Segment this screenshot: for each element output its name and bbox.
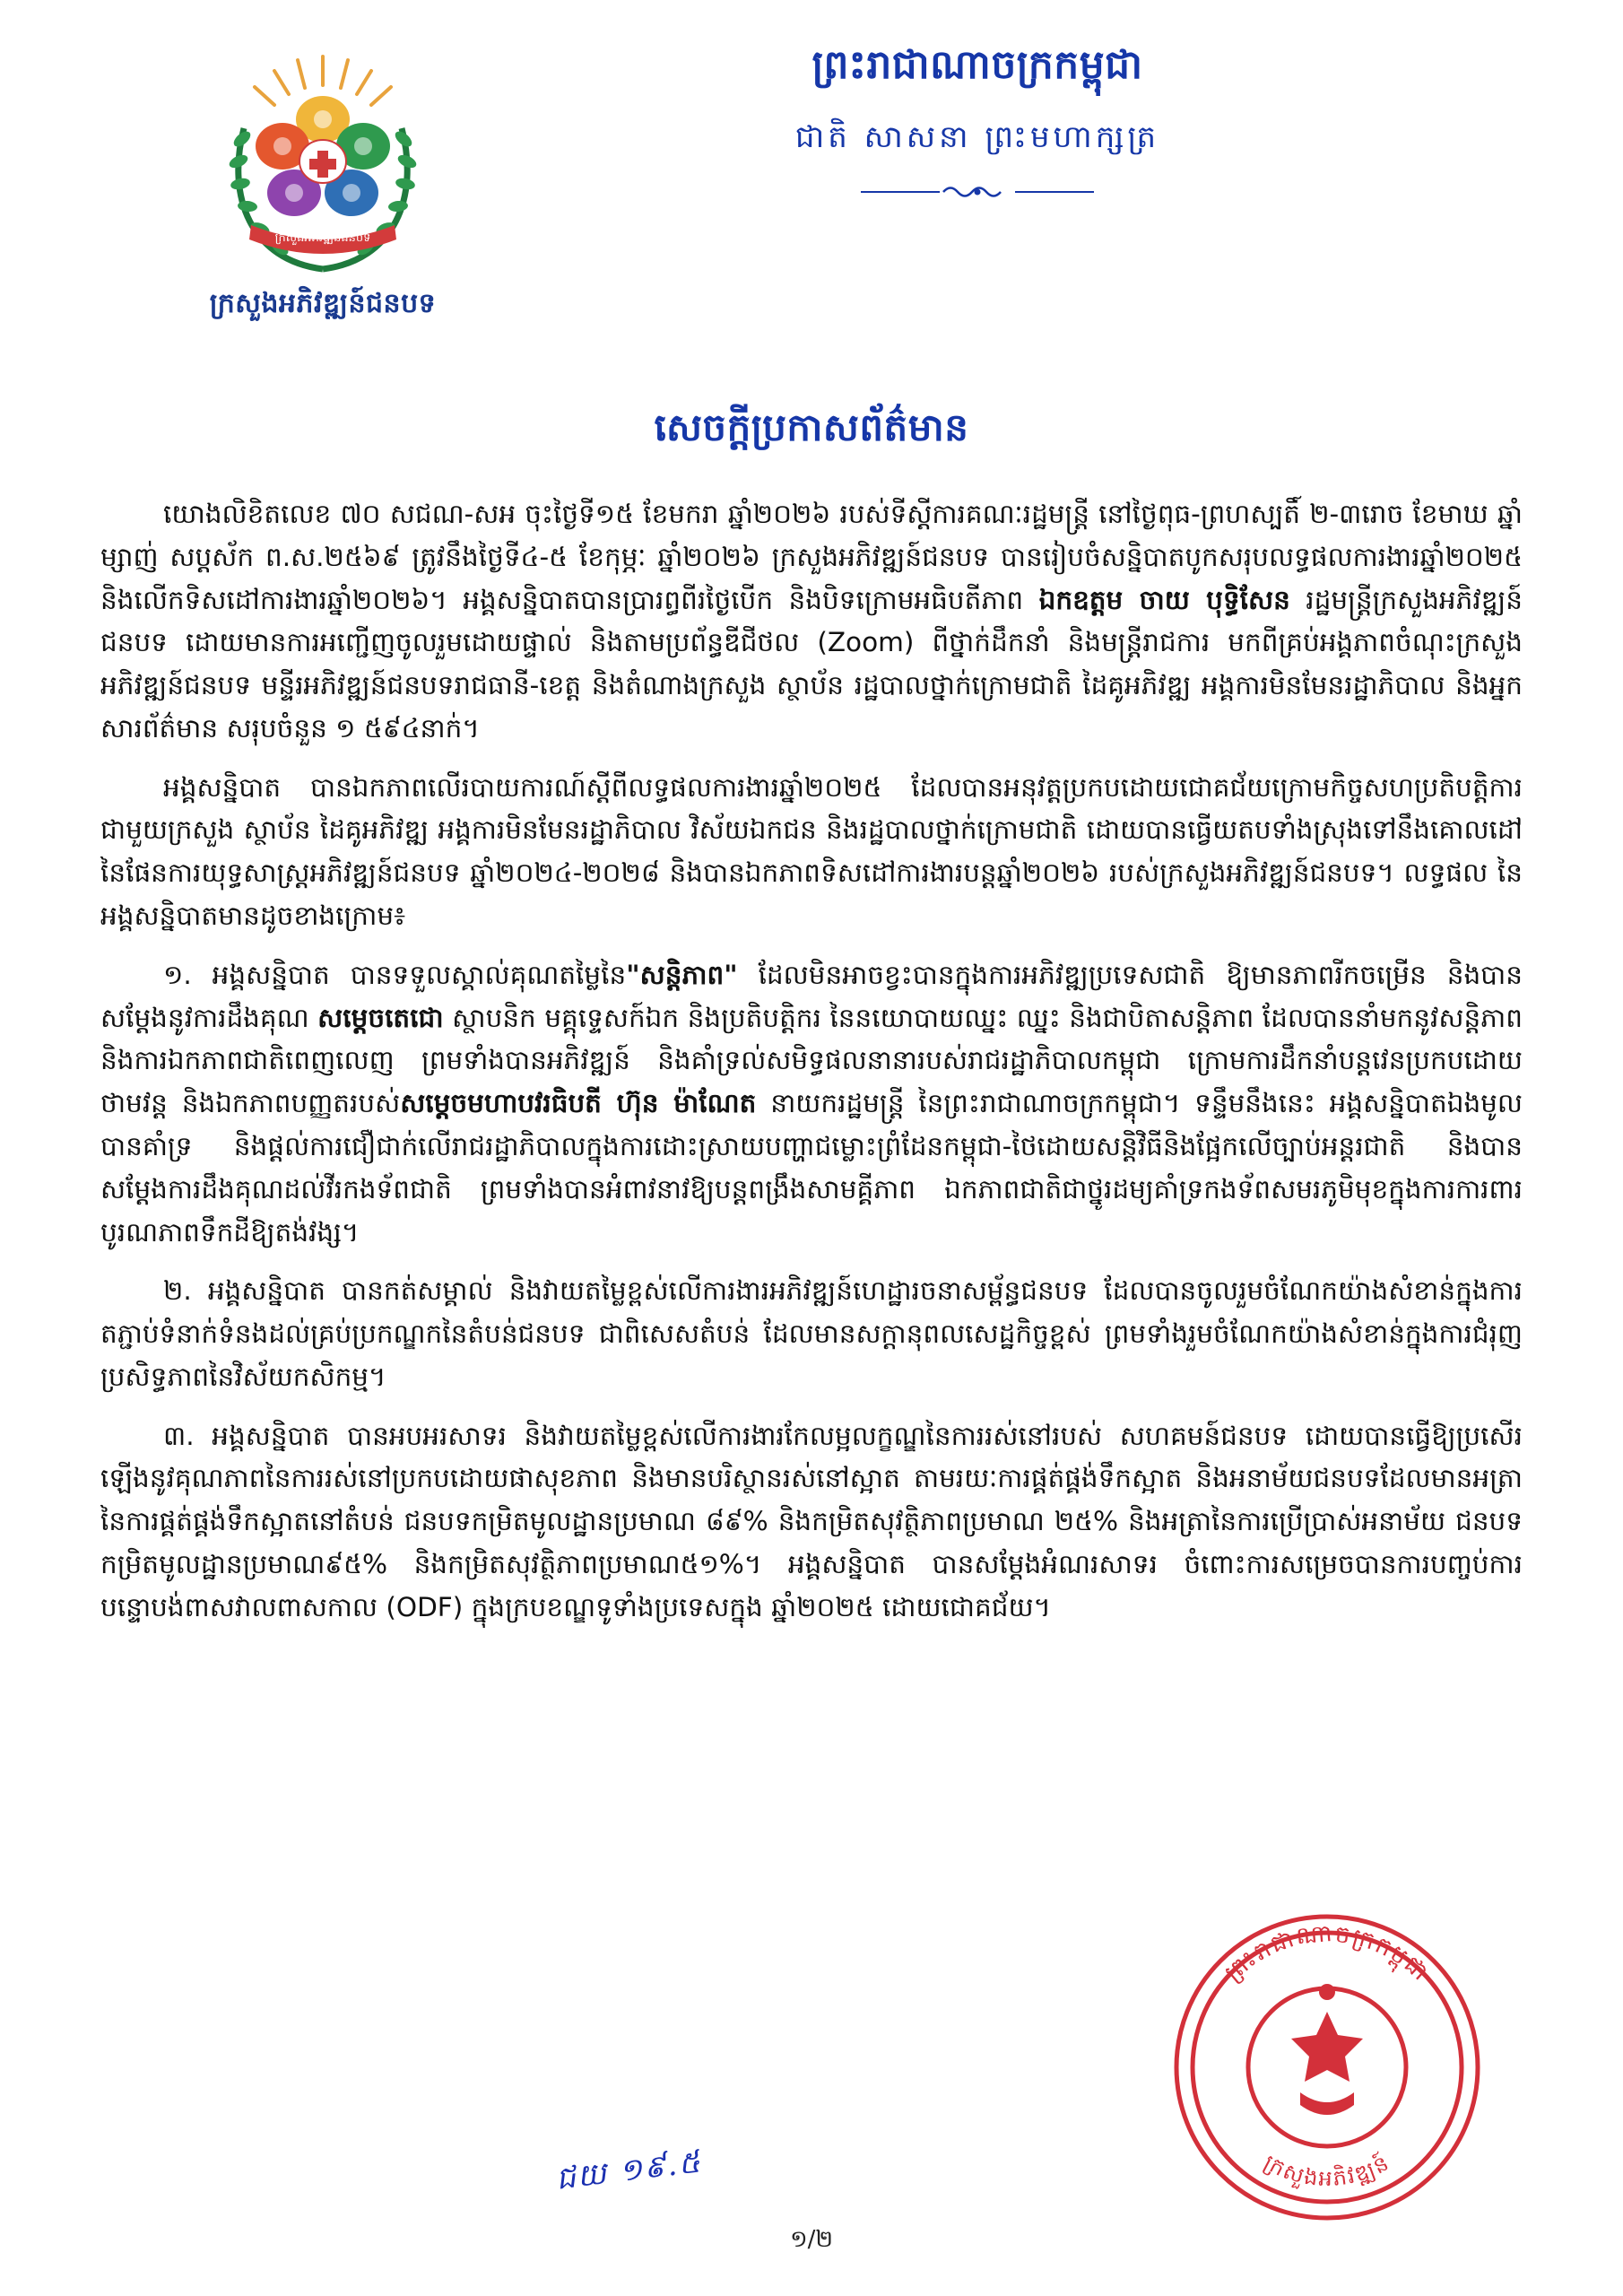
paragraph-2: អង្គសន្និបាត បានឯកភាពលើរបាយការណ៍ស្តីពីលទ្ធផលការងារឆ្នាំ២០២៥ ដែលបានអនុវត្តប្រកបដោយជោគជ័យក្រោមកិច្ចសហប្រតិបត្តិការជាមួយក្រសួង ស្ថាប័ន ដៃគូអភិវឌ្ឍ អង្គការមិនមែនរដ្ឋាភិបាល វិស័យឯកជន និងរដ្ឋបាលថ្នាក់ក្រោមជាតិ ដោយបានធ្វើយតបទាំងស្រុងទៅនឹងគោលដៅនៃផែនការយុទ្ធសាស្ត្រអភិវឌ្ឍន៍ជនបទ ឆ្នាំ២០២៤-២០២៨ និងបានឯកភាពទិសដៅការងារបន្តឆ្នាំ២០២៦ របស់ក្រសួងអភិវឌ្ឍន៍ជនបទ។ លទ្ធផល នៃអង្គសន្និបាតមានដូចខាងក្រោម៖ [100, 771, 1523, 932]
item-1-text-d: នាយករដ្ឋមន្ត្រី នៃព្រះរាជាណាចក្រកម្ពុជា។ ទន្ទឹមនឹងនេះ អង្គសន្និបាតឯងមូលបានគាំទ្រ និងផ្តល់ការជឿជាក់លើរាជរដ្ឋាភិបាលក្នុងការដោះស្រាយបញ្ហាជម្លោះព្រំដែនកម្ពុជា-ថៃដោយសន្តិវិធីនិងផ្អែកលើច្បាប់អន្តរជាតិ និងបានសម្តែងការដឹងគុណដល់វីរកងទ័ពជាតិ ព្រមទាំងបានអំពាវនាវឱ្យបន្តពង្រឹងសាមគ្គីភាព ឯកភាពជាតិជាថ្នូរដម្យគាំទ្រកងទ័ពសមរភូមិមុខក្នុងការការពារ បូរណភាពទឹកដីឱ្យតង់វង្ស។ [100, 1088, 1523, 1248]
national-motto: ជាតិ សាសនា ព្រះមហាក្សត្រ [794, 119, 1160, 155]
list-item-3: ៣. អង្គសន្និបាត បានអបអរសាទរ និងវាយតម្លៃខ្ពស់លើការងារកែលម្អលក្ខណ្ឌនៃការរស់នៅរបស់ សហគមន៍ជនបទ ដោយបានធ្វើឱ្យប្រសើរឡើងនូវគុណភាពនៃការរស់នៅប្រកបដោយផាសុខភាព និងមានបរិស្ថានរស់នៅស្អាត តាមរយៈការផ្គត់ផ្គង់ទឹកស្អាត និងអនាម័យជនបទដែលមានអត្រានៃការផ្គត់ផ្គង់ទឹកស្អាតនៅតំបន់ ជនបទកម្រិតមូលដ្ឋានប្រមាណ ៨៩% និងកម្រិតសុវត្ថិភាពប្រមាណ ២៥% និងអត្រានៃការប្រើប្រាស់អនាម័យ ជនបទកម្រិតមូលដ្ឋានប្រមាណ៩៥% និងកម្រិតសុវត្ថិភាពប្រមាណ៥១%។ អង្គសន្និបាត បានសម្ដែងអំណរសាទរ ចំពោះការសម្រេចបានការបញ្ចប់ការបន្ទោបង់ពាសវាលពាសកាល (ODF) ក្នុងក្របខណ្ឌទូទាំងប្រទេសក្នុង ឆ្នាំ២០២៥ ដោយជោគជ័យ។ [100, 1420, 1523, 1622]
item-1-bold-pm: សម្តេចមហាបវរធិបតី ហ៊ុន ម៉ាណែត [400, 1088, 757, 1119]
official-red-seal-icon [1166, 1906, 1488, 2229]
ornament-divider-icon [861, 182, 1094, 202]
item-1-bold-peace: "សន្តិភាព" [626, 959, 738, 990]
svg-text:ក្រសួងអភិវឌ្ឍន៍: ក្រសួងអភិវឌ្ឍន៍ [1259, 2149, 1395, 2192]
document-body [100, 493, 1523, 1630]
list-item-1 [100, 954, 1523, 1254]
kingdom-title: ព្រះរាជាណាចក្រកម្ពុជា [812, 42, 1143, 88]
item-1-text-a: ១. អង្គសន្និបាត បានទទួលស្គាល់គុណតម្លៃនៃ [163, 959, 627, 990]
kingdom-heading-block [502, 40, 1453, 202]
item-1-text-b: ដែលមិនអាចខ្វះបានក្នុងការអភិវឌ្ឍប្រទេសជាតិ ឱ្យមានភាពរីកចម្រើន និងបានសម្តែងនូវការដឹងគុណ [100, 959, 1523, 1033]
para-1-bold-name: ឯកឧត្តម ចាយ បុទ្ធិសែន [1038, 584, 1290, 615]
paragraph-1 [100, 493, 1523, 751]
svg-text:ព្រះរាជាណាចក្រកម្ពុជា: ព្រះរាជាណាចក្រកម្ពុជា [1219, 1919, 1435, 1987]
document-header [0, 0, 1623, 377]
item-1-text-c: ស្ថាបនិក មគ្គុទ្ទេសក៍ឯក និងប្រតិបត្តិករ នៃនយោបាយឈ្នះ ឈ្នះ និងជាបិតាសន្តិភាព ដែលបាននាំមកនូវសន្តិភាពនិងការឯកភាពជាតិពេញលេញ ព្រមទាំងបានអភិវឌ្ឍន៍ និងគាំទ្រល់សមិទ្ធផលនានារបស់រាជរដ្ឋាភិបាលកម្ពុជា ក្រោមការដឹកនាំបន្តវេនប្រកបដោយថាមវន្ត និងឯកភាពបញ្ញតរបស់ [100, 1002, 1523, 1119]
ministry-emblem-block [135, 49, 511, 326]
ministry-emblem-icon [188, 49, 457, 283]
ministry-name: ក្រសួងអភិវឌ្ឍន៍ជនបទ [209, 288, 437, 319]
item-1-bold-techo: សម្តេចតេជោ [317, 1002, 444, 1033]
document-title: សេចក្តីប្រកាសព័ត៌មាន [654, 405, 969, 449]
para-1-text-a: យោងលិខិតលេខ ៧០ សជណ-សអ ចុះថ្ងៃទី១៥ ខែមករា ឆ្នាំ២០២៦ របស់ទីស្តីការគណៈរដ្ឋមន្ត្រី នៅថ្ងៃពុធ-ព្រហស្បតិ៍ ២-៣រោច ខែមាឃ ឆ្នាំម្សាញ់ សប្តស័ក ព.ស.២៥៦៩ ត្រូវនឹងថ្ងៃទី៤-៥ ខែកុម្ភៈ ឆ្នាំ២០២៦ ក្រសួងអភិវឌ្ឍន៍ជនបទ បានរៀបចំសន្និបាតបូកសរុបលទ្ធផលការងារឆ្នាំ២០២៥ និងលើកទិសដៅការងារឆ្នាំ២០២៦។ អង្គសន្និបាតបានប្រារព្ធពីរថ្ងៃបើក និងបិទក្រោមអធិបតីភាព [100, 499, 1523, 615]
para-1-text-b: រដ្ឋមន្ត្រីក្រសួងអភិវឌ្ឍន៍ជនបទ ដោយមានការអញ្ជើញចូលរួមដោយផ្ទាល់ និងតាមប្រព័ន្ធឌីជីថល (Zoom) ពីថ្នាក់ដឹកនាំ និងមន្ត្រីរាជការ មកពីគ្រប់អង្គភាពចំណុះក្រសួងអភិវឌ្ឍន៍ជនបទ មន្ទីរអភិវឌ្ឍន៍ជនបទរាជធានី-ខេត្ត និងតំណាងក្រសួង ស្ថាប័ន រដ្ឋបាលថ្នាក់ក្រោមជាតិ ដៃគូអភិវឌ្ឍ អង្គការមិនមែនរដ្ឋាភិបាល និងអ្នកសារព័ត៌មាន សរុបចំនួន ១ ៥៩៤នាក់។ [100, 584, 1523, 744]
page-number: ១/២ [789, 2226, 834, 2253]
svg-text:ក្រសួងអភិវឌ្ឍន៍ជនបទ: ក្រសួងអភិវឌ្ឍន៍ជនបទ [274, 231, 371, 245]
handwritten-signature: ជយ ១៩.៥ [553, 2144, 704, 2197]
list-item-2: ២. អង្គសន្និបាត បានកត់សម្គាល់ និងវាយតម្លៃខ្ពស់លើការងារអភិវឌ្ឍន៍ហេដ្ឋារចនាសម្ព័ន្ធជនបទ ដែលបានចូលរួមចំណែកយ៉ាងសំខាន់ក្នុងការតភ្ជាប់ទំនាក់ទំនងដល់គ្រប់ប្រកណ្ឌកនៃតំបន់ជនបទ ជាពិសេសតំបន់ ដែលមានសក្តានុពលសេដ្ឋកិច្ចខ្ពស់ ព្រមទាំងរួមចំណែកយ៉ាងសំខាន់ក្នុងការជំរុញប្រសិទ្ធភាពនៃវិស័យកសិកម្ម។ [100, 1275, 1523, 1392]
